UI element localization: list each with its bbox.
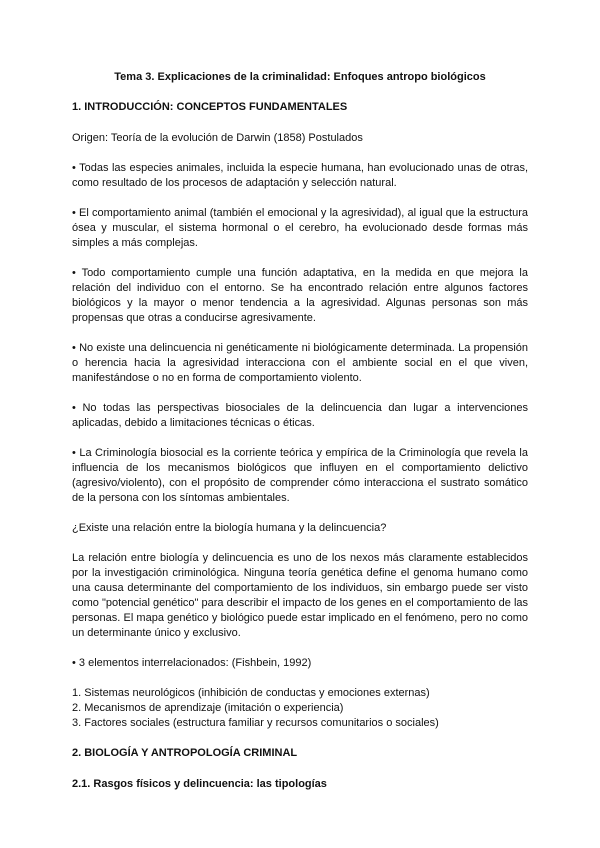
list-item: 1. Sistemas neurológicos (inhibición de conductas y emociones externas) (72, 687, 430, 699)
bullet-paragraph: • No todas las perspectivas biosociales de la delincuencia dan lugar a intervenciones aplicadas, debido a limitaciones técnicas o éticas. (72, 402, 528, 429)
list-item: 3. Factores sociales (estructura familiar y recursos comunitarios o sociales) (72, 717, 439, 729)
section-heading-biologia: 2. BIOLOGÍA Y ANTROPOLOGÍA CRIMINAL (72, 747, 298, 759)
subsection-heading-rasgos: 2.1. Rasgos físicos y delincuencia: las tipologías (72, 778, 327, 790)
list-item: 2. Mecanismos de aprendizaje (imitación o experiencia) (72, 702, 344, 714)
origin-line: Origen: Teoría de la evolución de Darwin (1858) Postulados (72, 132, 363, 144)
bullet-paragraph: • No existe una delincuencia ni genéticamente ni biológicamente determinada. La propensión o herencia hacia la agresividad interacciona con el ambiente social en el que viven, manifestándose o no en forma de comportamiento violento. (72, 342, 528, 384)
document-page (72, 70, 528, 792)
elements-intro: • 3 elementos interrelacionados: (Fishbein, 1992) (72, 657, 312, 669)
document-title: Tema 3. Explicaciones de la criminalidad: Enfoques antropo biológicos (114, 71, 486, 83)
bullet-paragraph: • Todas las especies animales, incluida la especie humana, han evolucionado unas de otras, como resultado de los procesos de adaptación y selección natural. (72, 162, 528, 189)
section-heading-introduccion: 1. INTRODUCCIÓN: CONCEPTOS FUNDAMENTALES (72, 101, 348, 113)
bullet-paragraph: • El comportamiento animal (también el emocional y la agresividad), al igual que la estructura ósea y muscular, el sistema hormonal o el cerebro, ha evolucionado desde formas más simples a más complejas. (72, 207, 528, 249)
question-line: ¿Existe una relación entre la biología humana y la delincuencia? (72, 522, 387, 534)
relation-paragraph: La relación entre biología y delincuencia es uno de los nexos más claramente establecidos por la investigación criminológica. Ninguna teoría genética define el genoma humano como una causa determinante del comportamiento de los individuos, sin embargo puede ser visto como "potencial genético" para describir el impacto de los genes en el comportamiento de las personas. El mapa genético y biológico puede estar implicado en el fenómeno, pero no como un determinante único y exclusivo. (72, 552, 529, 639)
elements-list (72, 686, 528, 731)
bullet-paragraph: • Todo comportamiento cumple una función adaptativa, en la medida en que mejora la relación del individuo con el entorno. Se ha encontrado relación entre algunos factores biológicos y la mayor o menor tendencia a la agresividad. Algunas personas son más propensas que otras a conducirse agresivamente. (72, 267, 528, 324)
bullet-paragraph: • La Criminología biosocial es la corriente teórica y empírica de la Criminología que revela la influencia de los mecanismos biológicos que influyen en el comportamiento delictivo (agresivo/violento), con el propósito de comprender cómo interacciona el sustrato somático de la persona con los síntomas ambientales. (72, 447, 528, 504)
